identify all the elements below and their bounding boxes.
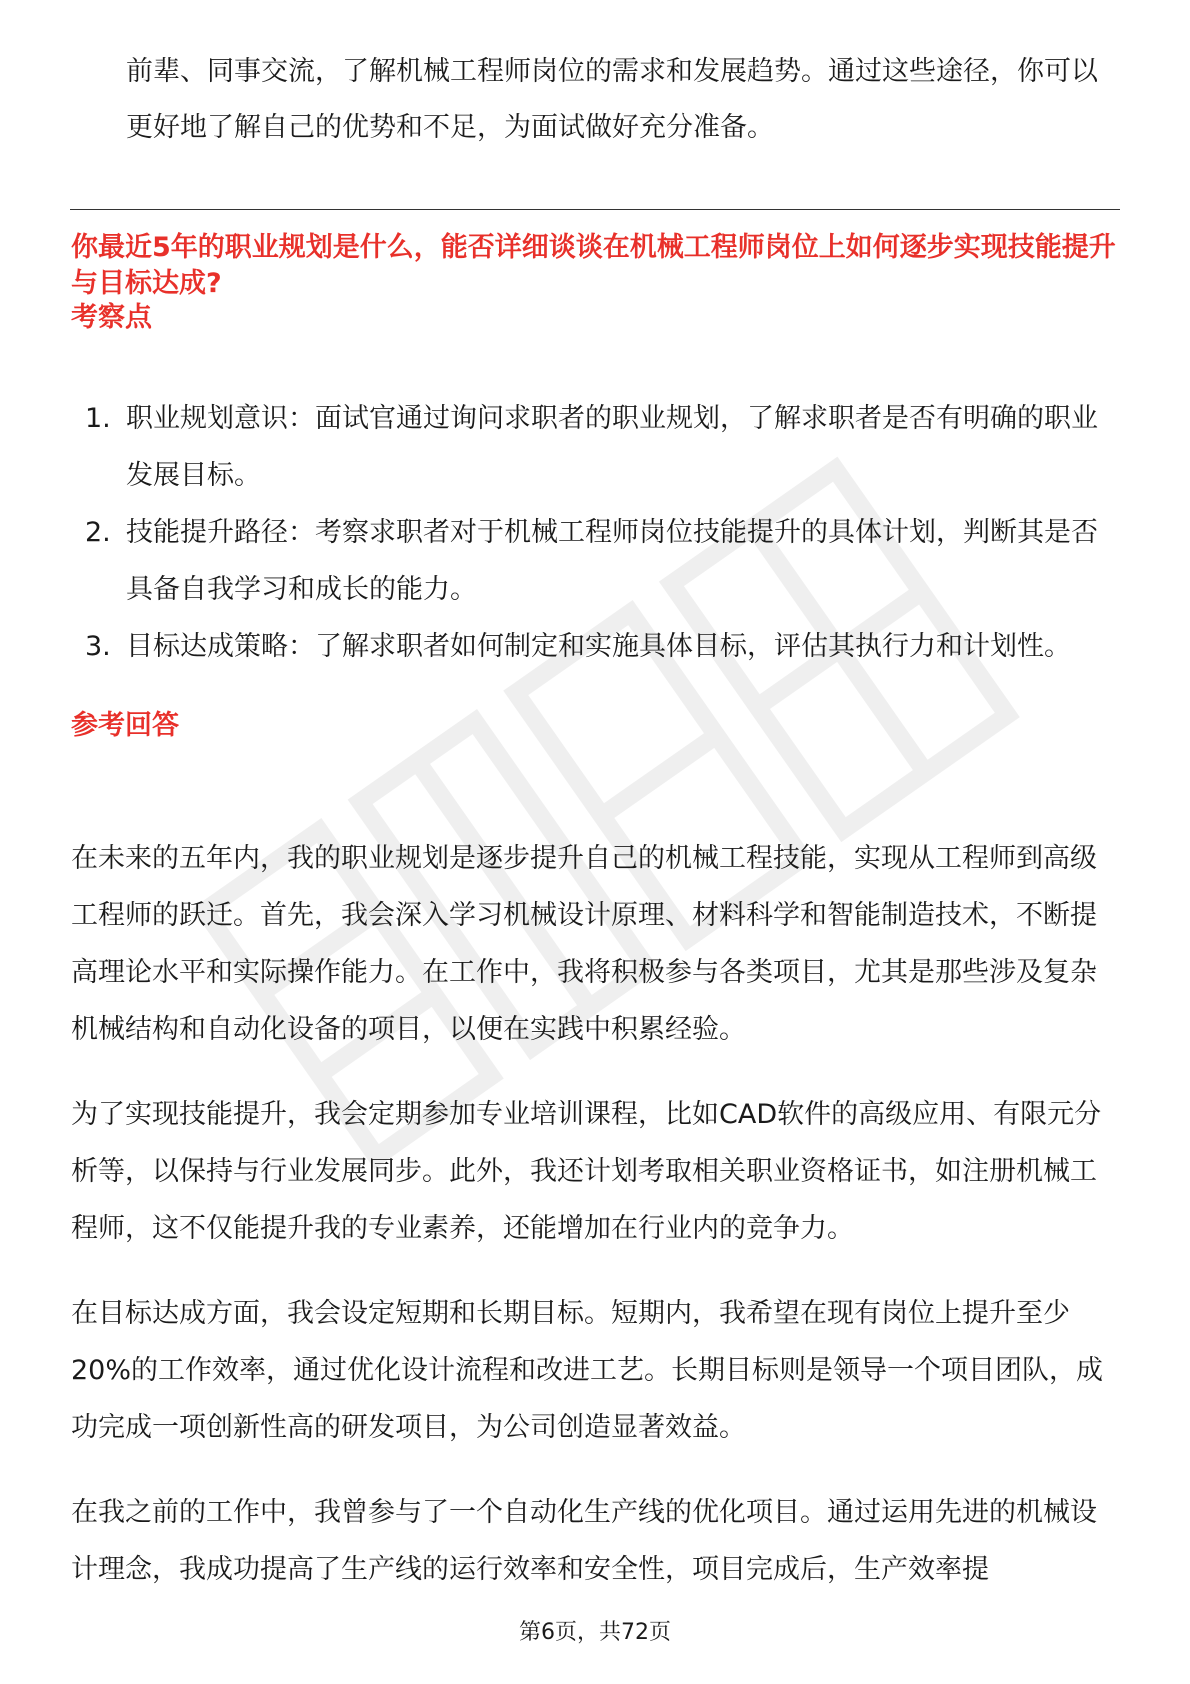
- answer-paragraph: 在目标达成方面，我会设定短期和长期目标。短期内，我希望在现有岗位上提升至少20%的工作效率，通过优化设计流程和改进工艺。长期目标则是领导一个项目团队，成功完成一项创新性高的研发项目，为公司创造显著效益。: [71, 1298, 1104, 1443]
- assessment-heading: 考察点: [71, 302, 152, 333]
- question-heading: 你最近5年的职业规划是什么，能否详细谈谈在机械工程师岗位上如何逐步实现技能提升与目标达成?: [71, 232, 1116, 299]
- answer-heading: 参考回答: [71, 710, 179, 741]
- answer-body: [71, 830, 1121, 1626]
- assessment-point-text: 职业规划意识：面试官通过询问求职者的职业规划，了解求职者是否有明确的职业发展目标。: [126, 403, 1098, 491]
- page-number-footer: 第6页，共72页: [519, 1620, 671, 1645]
- assessment-point: [71, 504, 1120, 618]
- assessment-point-text: 技能提升路径：考察求职者对于机械工程师岗位技能提升的具体计划，判断其是否具备自我学习和成长的能力。: [126, 517, 1098, 605]
- assessment-point-number: 3.: [85, 631, 111, 662]
- assessment-points-list: [71, 390, 1121, 675]
- answer-paragraph: 在未来的五年内，我的职业规划是逐步提升自己的机械工程技能，实现从工程师到高级工程师的跃迁。首先，我会深入学习机械设计原理、材料科学和智能制造技术，不断提高理论水平和实际操作能力。在工作中，我将积极参与各类项目，尤其是那些涉及复杂机械结构和自动化设备的项目，以便在实践中积累经验。: [71, 843, 1097, 1045]
- intro-paragraph: 前辈、同事交流，了解机械工程师岗位的需求和发展趋势。通过这些途径，你可以更好地了解自己的优势和不足，为面试做好充分准备。: [126, 56, 1098, 143]
- assessment-point-text: 目标达成策略：了解求职者如何制定和实施具体目标，评估其执行力和计划性。: [126, 631, 1071, 662]
- assessment-point: [71, 390, 1120, 504]
- assessment-point: [71, 618, 1120, 675]
- answer-paragraph: 在我之前的工作中，我曾参与了一个自动化生产线的优化项目。通过运用先进的机械设计理念，我成功提高了生产线的运行效率和安全性，项目完成后，生产效率提: [71, 1497, 1097, 1585]
- assessment-point-number: 1.: [85, 403, 111, 434]
- answer-paragraph: 为了实现技能提升，我会定期参加专业培训课程，比如CAD软件的高级应用、有限元分析等，以保持与行业发展同步。此外，我还计划考取相关职业资格证书，如注册机械工程师，这不仅能提升我的专业素养，还能增加在行业内的竞争力。: [71, 1099, 1102, 1244]
- section-divider: [70, 209, 1120, 210]
- assessment-point-number: 2.: [85, 517, 111, 548]
